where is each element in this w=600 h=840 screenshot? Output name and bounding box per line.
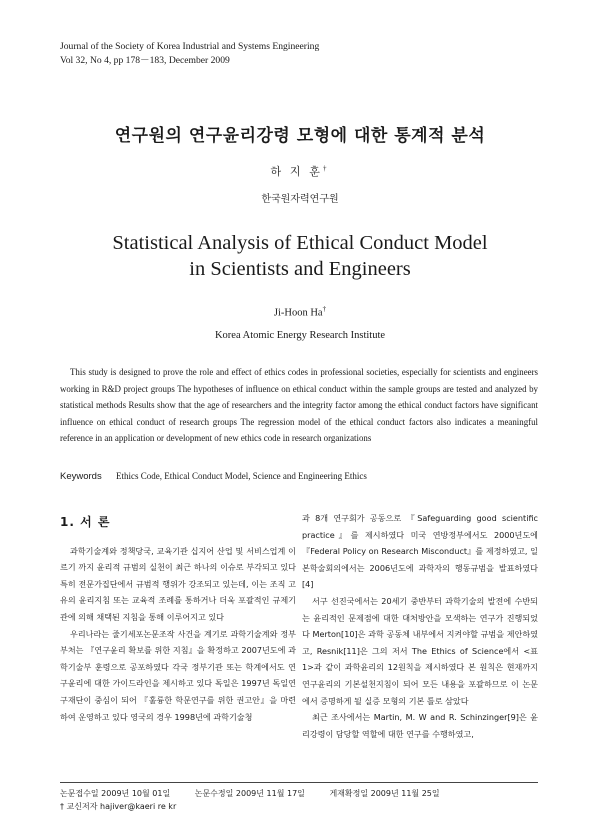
body-paragraph: 과학기술계와 정책당국, 교육기관 십지어 산업 및 서비스업계 이르기 까지 윤리적 규범의 실천이 최근 하나의 이슈로 부각되고 있다 특히 전문가집단에서 규범적 행위가 강조되고 있는데, 이는 조직 고유의 윤리지침 또는 교육적 조례를 통하거나 더욱 포괄적인 규제기관에 의해 채택된 지침을 통해 이루어지고 있다 — [60, 545, 296, 622]
received-date: 논문접수일 2009년 10월 01일 — [60, 789, 171, 798]
korean-title: 연구원의 연구윤리강령 모형에 대한 통계적 분석 — [114, 126, 486, 146]
english-affiliation: Korea Atomic Energy Research Institute — [214, 330, 386, 341]
keywords — [60, 471, 367, 482]
footnotes — [60, 787, 462, 813]
section-title: 1. 서 론 — [60, 515, 111, 529]
keywords-label: Keywords — [60, 471, 102, 482]
english-title-line1: Statistical Analysis of Ethical Conduct Model — [112, 232, 488, 254]
body-paragraph: 과 8개 연구회가 공동으로 『Safeguarding good scientific practice』를 제시하였다 미국 연방정부에서도 2000년도에 『Federal Policy on Research Misconduct』를 제정하였고, 일본학술회의에서는 2006년도에 과학자의 행동규범을 발표하였다[4] — [302, 513, 538, 590]
english-author-name: Ji-Hoon Ha — [273, 307, 323, 319]
keywords-text: Ethics Code, Ethical Conduct Model, Science and Engineering Ethics — [115, 471, 367, 481]
korean-affiliation: 한국원자력연구원 — [261, 194, 339, 205]
body-paragraph: 우리나라는 줄기세포논문조작 사건을 계기로 과학기술계와 정부부처는 『연구윤리 확보를 위한 지침』을 확정하고 2007년도에 과학기술부 훈령으로 공포하였다 각국 정부기관 또는 학계에서도 연구윤리에 대한 가이드라인을 제시하고 있다 독일은 1997년 독일연구재단이 중심이 되어 『훌륭한 학문연구를 위한 권고안』을 마련하여 운영하고 있다 영국의 경우 1998년에 과학기술청 — [60, 628, 296, 722]
korean-author-name: 하 지 훈 — [270, 166, 323, 178]
body-paragraph: 최근 조사에서는 Martin, M. W and R. Schinzinger[9]은 윤리강령이 담당할 역할에 대한 연구를 수행하였고, — [302, 712, 538, 739]
submission-dates — [60, 787, 462, 800]
english-title — [0, 230, 600, 282]
body-paragraph: 서구 선진국에서는 20세기 중반부터 과학기술의 발전에 수반되는 윤리적인 문제점에 대한 대처방안을 모색하는 연구가 진행되었다 Merton[10]은 과학 공동체 내부에서 지켜야할 규범을 제안하였고, Resnik[11]은 그의 저서 The Ethics of Science에서 <표 1>과 같이 과학윤리의 12원칙을 제시하였다 본 원칙은 현재까지 연구윤리의 기본설천지침이 되어 모든 내용을 포괄하므로 이 논문에서 증명하게 될 실증 모형의 기본 틀로 삼았다 — [302, 595, 538, 706]
corresponding-author: † 교신저자 hajiver@kaeri re kr — [60, 802, 177, 811]
footnote-divider — [60, 782, 538, 783]
journal-volume: Vol 32, No 4, pp 178－183, December 2009 — [60, 55, 230, 66]
english-title-line2: in Scientists and Engineers — [189, 258, 411, 280]
english-author — [0, 305, 600, 319]
journal-header — [60, 40, 319, 68]
abstract: This study is designed to prove the role and effect of ethics codes in professional societies, especially for scientists and engineers working in R&D project groups The hypotheses of influence on ethical conduct within the sample groups are tested and analyzed by statistical methods Results show that the age of researchers and the integrity factor among the ethical conduct factors have significant influence on ethical conduct of research groups The regression model of the ethical conduct factors also indicates a meaningful reference in an application or development of new ethics code in research organizations — [60, 367, 538, 444]
right-column — [302, 510, 538, 742]
left-column — [60, 514, 296, 725]
korean-author — [0, 163, 600, 179]
korean-author-mark: † — [322, 164, 330, 173]
accepted-date: 게재확정일 2009년 11월 25일 — [329, 789, 440, 798]
journal-name: Journal of the Society of Korea Industrial and Systems Engineering — [60, 41, 320, 52]
english-author-mark: † — [322, 305, 327, 313]
revised-date: 논문수정일 2009년 11월 17일 — [194, 789, 305, 798]
